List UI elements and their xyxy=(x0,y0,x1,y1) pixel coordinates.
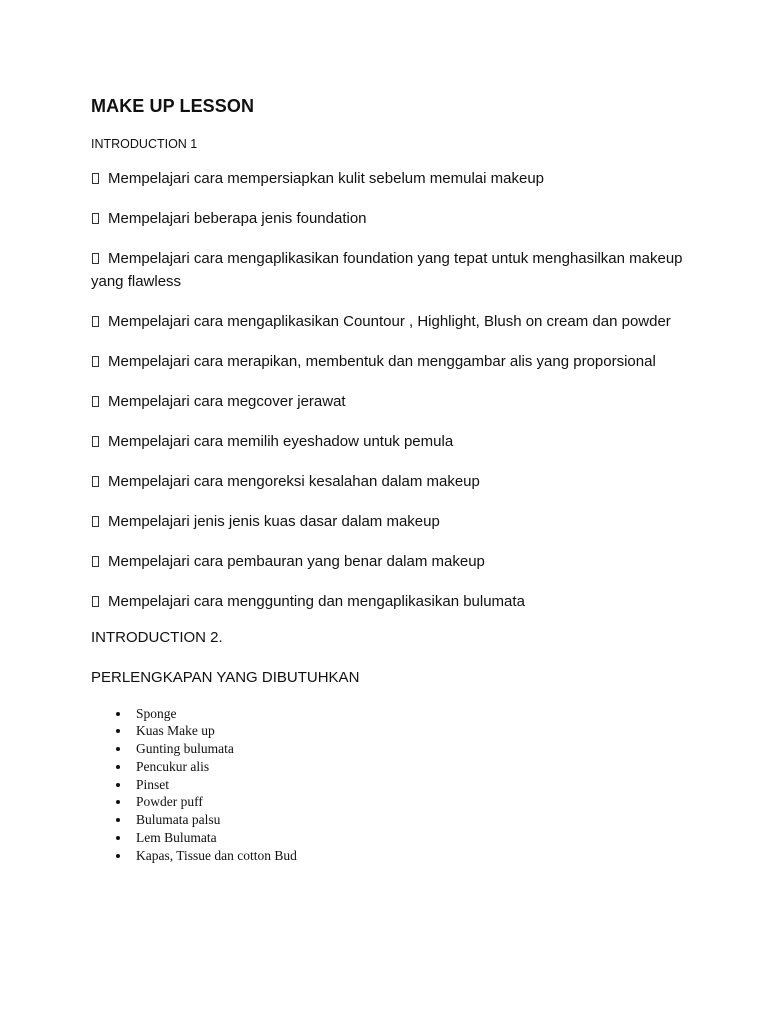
bullet-icon xyxy=(116,854,120,858)
list-item-text: Mempelajari cara mengaplikasikan foundation yang tepat untuk menghasilkan makeup yang flawless xyxy=(91,250,683,290)
bullet-icon xyxy=(116,712,120,716)
equipment-item-text: Pinset xyxy=(136,776,170,792)
equipment-item xyxy=(91,722,691,740)
list-item-text: Mempelajari beberapa jenis foundation xyxy=(108,210,367,227)
list-item-text: Mempelajari cara memilih eyeshadow untuk pemula xyxy=(108,432,454,450)
list-item xyxy=(91,551,691,574)
equipment-item-text: Powder puff xyxy=(136,794,203,810)
equipment-item xyxy=(91,829,691,847)
bullet-icon xyxy=(116,765,120,769)
equipment-list xyxy=(91,705,691,865)
equipment-heading: PERLENGKAPAN YANG DIBUTUHKAN xyxy=(91,668,360,686)
list-item xyxy=(91,168,691,191)
equipment-item-text: Gunting bulumata xyxy=(136,741,234,757)
list-item-text: Mempelajari jenis jenis kuas dasar dalam makeup xyxy=(108,512,440,530)
missing-glyph-icon xyxy=(92,253,99,264)
document-content xyxy=(91,93,691,865)
list-item-text: Mempelajari cara menggunting dan mengaplikasikan bulumata xyxy=(108,592,525,610)
list-item-text: Mempelajari cara mempersiapkan kulit sebelum memulai makeup xyxy=(108,170,545,187)
equipment-item xyxy=(91,705,691,723)
list-item-text: Mempelajari cara mengaplikasikan Countour , Highlight, Blush on cream dan powder xyxy=(108,312,671,330)
equipment-item xyxy=(91,847,691,865)
list-item xyxy=(91,471,691,494)
missing-glyph-icon xyxy=(92,556,99,567)
list-item-text: Mempelajari cara merapikan, membentuk dan menggambar alis yang proporsional xyxy=(108,352,656,370)
equipment-item xyxy=(91,811,691,829)
list-item-text: Mempelajari cara megcover jerawat xyxy=(108,392,346,410)
equipment-item xyxy=(91,740,691,758)
list-item-text: Mempelajari cara pembauran yang benar dalam makeup xyxy=(108,552,485,570)
introduction-1-label: INTRODUCTION 1 xyxy=(91,137,198,151)
missing-glyph-icon xyxy=(92,213,99,224)
missing-glyph-icon xyxy=(92,396,99,407)
equipment-item xyxy=(91,793,691,811)
missing-glyph-icon xyxy=(92,596,99,607)
missing-glyph-icon xyxy=(92,173,99,184)
bullet-icon xyxy=(116,800,120,804)
equipment-item xyxy=(91,758,691,776)
missing-glyph-icon xyxy=(92,356,99,367)
list-item xyxy=(91,248,691,293)
equipment-item-text: Pencukur alis xyxy=(136,758,210,774)
missing-glyph-icon xyxy=(92,316,99,327)
equipment-item xyxy=(91,776,691,794)
missing-glyph-icon xyxy=(92,436,99,447)
document-title: MAKE UP LESSON xyxy=(91,96,255,116)
introduction-2-label: INTRODUCTION 2. xyxy=(91,628,223,646)
list-item-text: Mempelajari cara mengoreksi kesalahan dalam makeup xyxy=(108,472,480,490)
bullet-icon xyxy=(116,818,120,822)
missing-glyph-icon xyxy=(92,516,99,527)
bullet-icon xyxy=(116,836,120,840)
equipment-item-text: Kuas Make up xyxy=(136,723,215,739)
introduction-1-list xyxy=(91,168,691,613)
bullet-icon xyxy=(116,783,120,787)
bullet-icon xyxy=(116,729,120,733)
list-item xyxy=(91,431,691,454)
list-item xyxy=(91,208,691,231)
equipment-item-text: Bulumata palsu xyxy=(136,812,221,828)
list-item xyxy=(91,591,691,614)
list-item xyxy=(91,391,691,414)
equipment-item-text: Sponge xyxy=(136,705,177,721)
equipment-item-text: Lem Bulumata xyxy=(136,830,217,846)
bullet-icon xyxy=(116,747,120,751)
equipment-item-text: Kapas, Tissue dan cotton Bud xyxy=(136,847,297,863)
list-item xyxy=(91,311,691,334)
list-item xyxy=(91,511,691,534)
list-item xyxy=(91,351,691,374)
missing-glyph-icon xyxy=(92,476,99,487)
